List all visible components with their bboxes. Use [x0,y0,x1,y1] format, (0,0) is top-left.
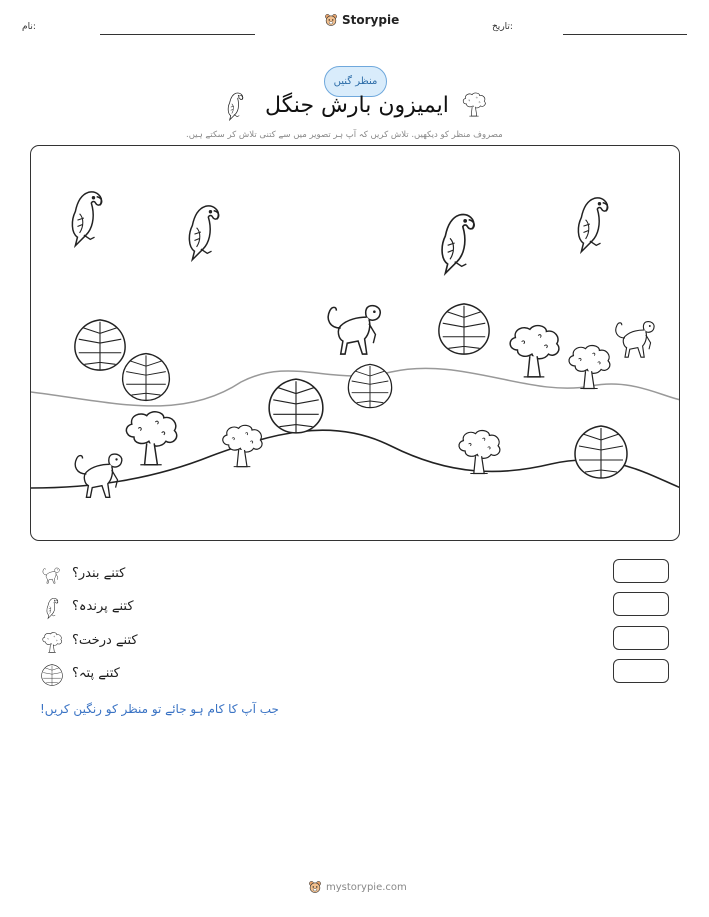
footer-brand[interactable] [308,880,407,894]
leaf-icon [269,379,323,433]
question-label: کتنے بندر؟ [72,566,126,581]
rainforest-scene [30,145,680,541]
leaf-icon [575,426,627,478]
title-row [0,90,709,124]
answer-box-trees[interactable] [613,626,669,650]
name-input-line[interactable] [100,34,255,35]
monkey-icon [616,322,654,358]
question-row-leaves [40,663,670,687]
footer-url[interactable]: mystorypie.com [326,881,407,893]
question-row-trees [40,630,670,654]
answer-box-birds[interactable] [613,592,669,616]
tree-icon [569,346,610,389]
parrot-icon [40,596,64,620]
question-label: کتنے درخت؟ [72,633,138,648]
leaf-icon [123,354,170,401]
tree-icon [223,425,262,466]
answer-box-monkeys[interactable] [613,559,669,583]
monkey-icon [328,306,380,354]
brand-logo [324,13,399,27]
tree-icon [460,90,488,118]
parrot-icon [189,206,218,260]
answer-box-leaves[interactable] [613,659,669,683]
name-label: نام: [22,22,36,32]
tree-icon [510,326,559,377]
monkey-icon [75,454,122,497]
bear-logo-icon [324,13,338,27]
coloring-note: جب آپ کا کام ہو جائے تو منظر کو رنگین کریں! [40,702,279,716]
tree-icon [40,630,64,654]
parrot-icon [222,90,248,122]
question-label: کتنے پرندہ؟ [72,599,134,614]
monkey-icon [40,563,64,587]
brand-name: Storypie [342,13,400,27]
parrot-icon [578,198,607,252]
question-row-monkeys [40,563,670,587]
date-input-line[interactable] [563,34,687,35]
activity-badge: منظر گنیں [324,66,387,97]
tree-icon [459,431,500,474]
date-label: تاریخ: [492,22,513,32]
scene-drawing [31,146,680,541]
leaf-icon [348,364,391,407]
question-label: کتنے پتہ؟ [72,666,120,681]
parrot-icon [72,192,101,246]
tree-icon [126,412,176,465]
instructions: مصروف منظر کو دیکھیں. تلاش کریں کہ آپ ہر تصویر میں سے کتنی تلاش کر سکتے ہیں. [186,130,503,140]
question-row-birds [40,596,670,620]
parrot-icon [442,215,474,274]
leaf-icon [75,320,125,370]
bear-logo-icon [308,880,322,894]
page-title: ایمیزون بارش جنگل [265,93,449,118]
leaf-icon [40,663,64,687]
leaf-icon [439,304,489,354]
